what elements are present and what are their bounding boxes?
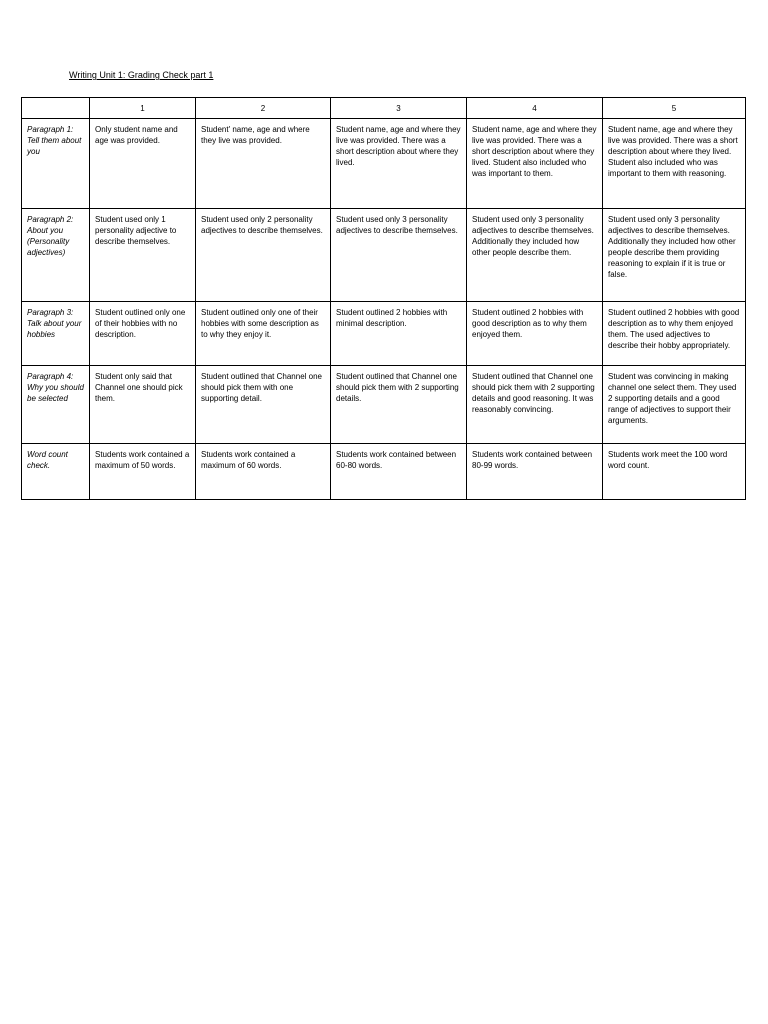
- table-cell: Only student name and age was provided.: [90, 119, 196, 209]
- table-cell: Student outlined only one of their hobbies with no description.: [90, 302, 196, 366]
- table-cell: Student outlined only one of their hobbies with some description as to why they enjoy it.: [196, 302, 331, 366]
- table-cell: Student name, age and where they live was provided. There was a short description about where they lived.: [331, 119, 467, 209]
- table-cell: Student outlined that Channel one should pick them with one supporting detail.: [196, 366, 331, 444]
- criterion-cell: Paragraph 4: Why you should be selected: [22, 366, 90, 444]
- header-score-1: 1: [90, 98, 196, 119]
- header-score-5: 5: [603, 98, 746, 119]
- criterion-cell: Word count check.: [22, 444, 90, 500]
- table-row: [22, 119, 746, 209]
- table-cell: Students work contained a maximum of 50 words.: [90, 444, 196, 500]
- table-cell: Student used only 2 personality adjectives to describe themselves.: [196, 209, 331, 302]
- table-cell: Student outlined that Channel one should pick them with 2 supporting details.: [331, 366, 467, 444]
- table-cell: Student used only 3 personality adjectives to describe themselves.: [331, 209, 467, 302]
- table-row: [22, 366, 746, 444]
- table-cell: Students work meet the 100 word word count.: [603, 444, 746, 500]
- table-cell: Student outlined 2 hobbies with good description as to why them enjoyed them.: [467, 302, 603, 366]
- table-row: [22, 209, 746, 302]
- document-title: Writing Unit 1: Grading Check part 1: [69, 70, 214, 80]
- table-cell: Student used only 3 personality adjectives to describe themselves. Additionally they included how other people describe them.: [467, 209, 603, 302]
- table-cell: Student outlined 2 hobbies with good description as to why them enjoyed them. The used adjectives to describe their hobby appropriately.: [603, 302, 746, 366]
- table-cell: Student used only 3 personality adjectives to describe themselves. Additionally they included how other people describe them providing reasoning to explain if it is true or false.: [603, 209, 746, 302]
- table-header-row: [22, 98, 746, 119]
- criterion-cell: Paragraph 2: About you (Personality adjectives): [22, 209, 90, 302]
- table-cell: Students work contained a maximum of 60 words.: [196, 444, 331, 500]
- table-cell: Student name, age and where they live was provided. There was a short description about where they lived. Student also included who was important to them with reasoning.: [603, 119, 746, 209]
- header-score-3: 3: [331, 98, 467, 119]
- table-cell: Student name, age and where they live was provided. There was a short description about where they lived. Student also included who was important to them.: [467, 119, 603, 209]
- table-cell: Student' name, age and where they live was provided.: [196, 119, 331, 209]
- table-cell: Student used only 1 personality adjective to describe themselves.: [90, 209, 196, 302]
- table-row: [22, 302, 746, 366]
- header-corner-cell: [22, 98, 90, 119]
- table-cell: Student was convincing in making channel one select them. They used 2 supporting details and a good range of adjectives to support their arguments.: [603, 366, 746, 444]
- table-cell: Students work contained between 80-99 words.: [467, 444, 603, 500]
- header-score-2: 2: [196, 98, 331, 119]
- criterion-cell: Paragraph 1: Tell them about you: [22, 119, 90, 209]
- table-cell: Student outlined that Channel one should pick them with 2 supporting details and good reasoning. It was reasonably convincing.: [467, 366, 603, 444]
- table-cell: Students work contained between 60-80 words.: [331, 444, 467, 500]
- table-cell: Student only said that Channel one should pick them.: [90, 366, 196, 444]
- header-score-4: 4: [467, 98, 603, 119]
- criterion-cell: Paragraph 3: Talk about your hobbies: [22, 302, 90, 366]
- grading-rubric-table: [21, 97, 746, 500]
- table-row: [22, 444, 746, 500]
- table-cell: Student outlined 2 hobbies with minimal description.: [331, 302, 467, 366]
